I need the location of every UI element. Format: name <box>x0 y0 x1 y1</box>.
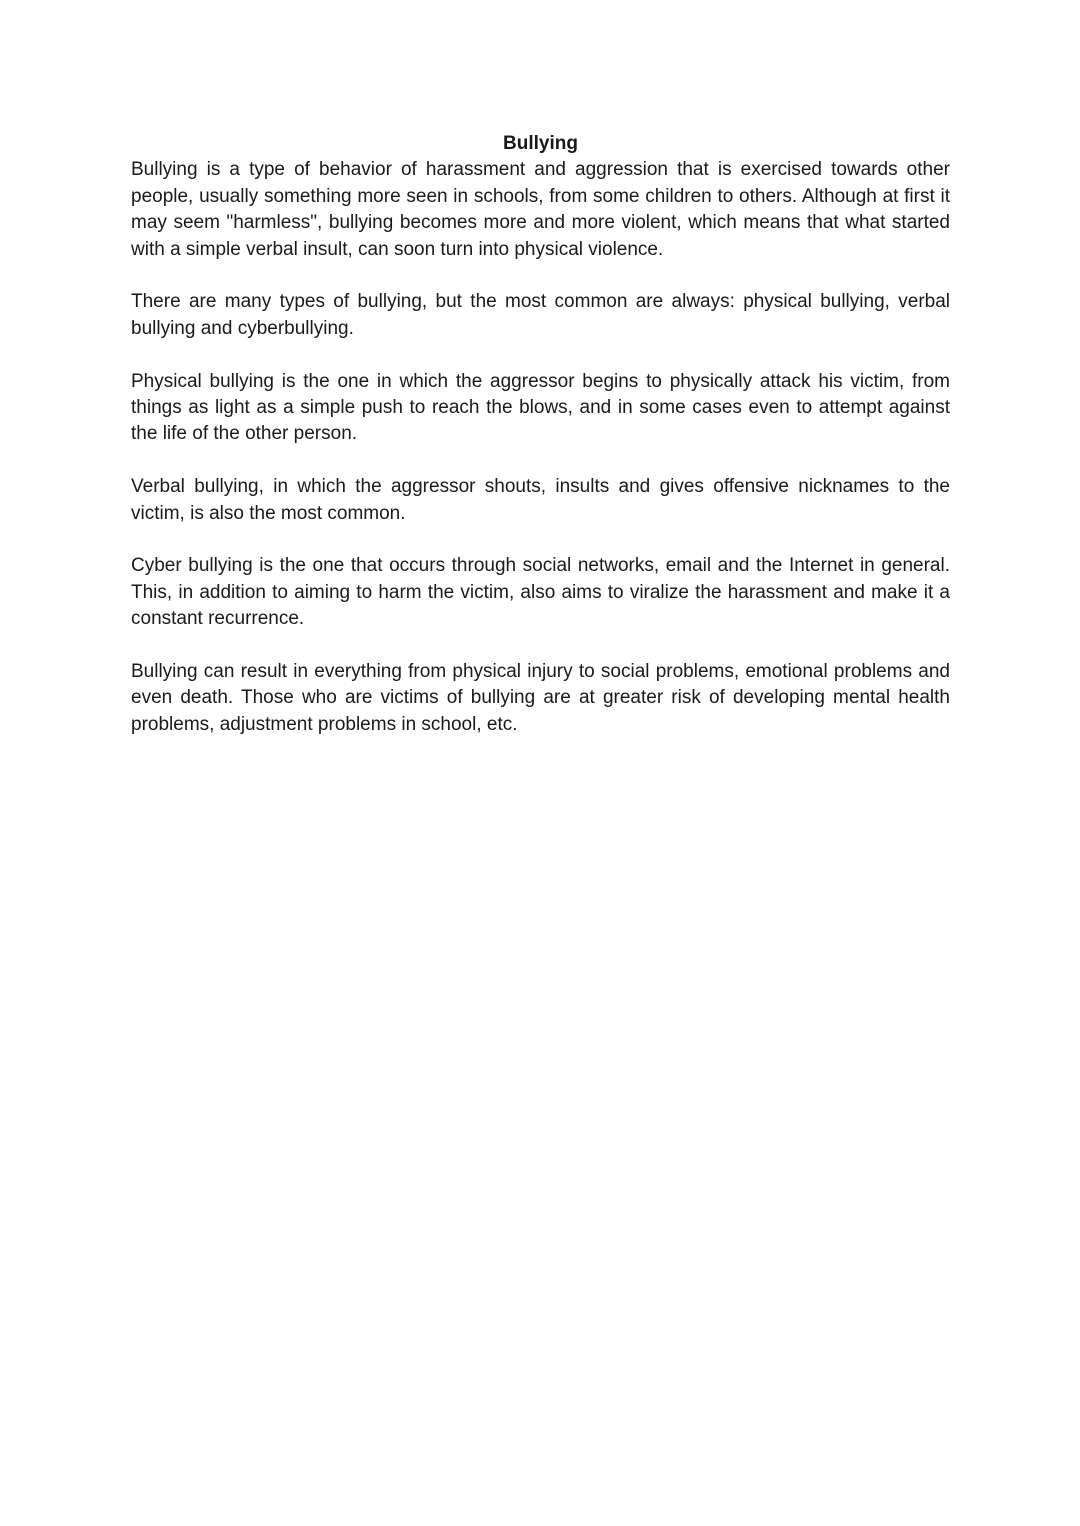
paragraph-types: There are many types of bullying, but the most common are always: physical bullying, verbal bullying and cyberbullying. <box>131 291 950 339</box>
paragraph-consequences: Bullying can result in everything from physical injury to social problems, emotional problems and even death. Those who are victims of bullying are at greater risk of developing mental health problems, adjustment problems in school, etc. <box>131 661 950 735</box>
paragraph-cyber-bullying: Cyber bullying is the one that occurs through social networks, email and the Internet in general. This, in addition to aiming to harm the victim, also aims to viralize the harassment and make it a constant recurrence. <box>131 555 950 630</box>
document-title: Bullying <box>503 133 578 154</box>
paragraph-verbal-bullying: Verbal bullying, in which the aggressor shouts, insults and gives offensive nicknames to the victim, is also the most common. <box>131 476 950 524</box>
document-body <box>131 131 950 765</box>
paragraph-physical-bullying: Physical bullying is the one in which the aggressor begins to physically attack his victim, from things as light as a simple push to reach the blows, and in some cases even to attempt against the life of the other person. <box>131 370 950 445</box>
paragraph-introduction: Bullying is a type of behavior of harassment and aggression that is exercised towards other people, usually something more seen in schools, from some children to others. Although at first it may seem "harmless", bullying becomes more and more violent, which means that what started with a simple verbal insult, can soon turn into physical violence. <box>131 159 950 260</box>
